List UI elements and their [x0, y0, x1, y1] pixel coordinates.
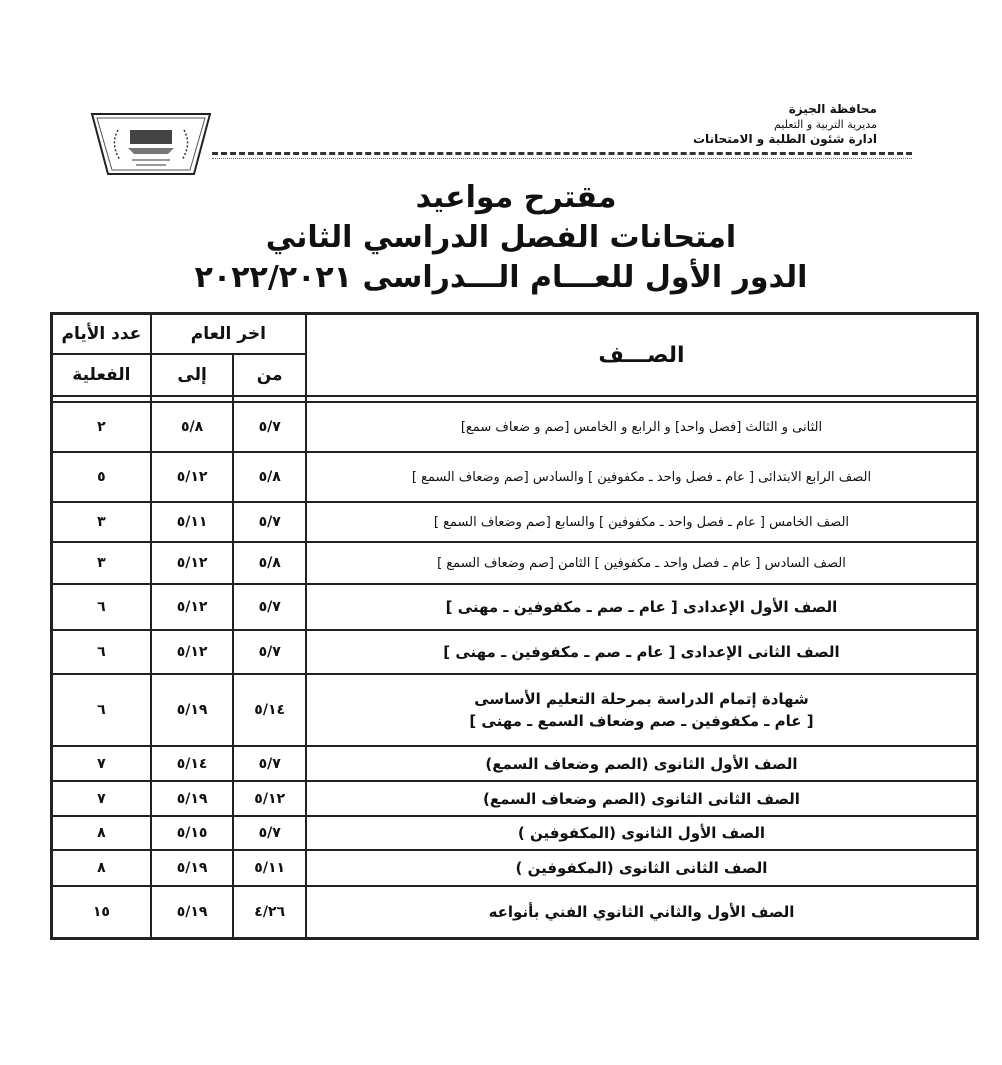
to-date-cell: ٥/١٢ [151, 584, 234, 630]
days-count-cell: ٦ [52, 674, 151, 746]
days-count-cell: ٣ [52, 502, 151, 542]
to-date-cell: ٥/٨ [151, 402, 234, 452]
to-date-cell: ٥/١٢ [151, 542, 234, 584]
table-row [52, 781, 978, 816]
to-date-cell: ٥/١٩ [151, 674, 234, 746]
table-row [52, 584, 978, 630]
schedule-body [52, 402, 978, 938]
grade-cell: الصف الأول والثاني الثانوي الفني بأنواعه [306, 886, 978, 938]
header-to: إلى [151, 354, 234, 396]
from-date-cell: ٥/٨ [233, 452, 306, 502]
table-row [52, 402, 978, 452]
from-date-cell: ٥/٧ [233, 584, 306, 630]
to-date-cell: ٥/١٢ [151, 630, 234, 674]
from-date-cell: ٤/٢٦ [233, 886, 306, 938]
table-row [52, 674, 978, 746]
header-days-top: عدد الأيام [52, 314, 151, 355]
table-row [52, 452, 978, 502]
grade-text: شهادة إتمام الدراسة بمرحلة التعليم الأساسى [474, 690, 809, 708]
grade-cell: الثانى و الثالث [فصل واحد] و الرابع و الخامس [صم و ضعاف سمع] [306, 402, 978, 452]
to-date-cell: ٥/١١ [151, 502, 234, 542]
header-divider-dotted [212, 158, 912, 159]
letterhead-department: ادارة شئون الطلبة و الامتحانات [693, 132, 877, 146]
header-grade: الصـــف [306, 314, 978, 397]
grade-cell: الصف الثانى الإعدادى [ عام ـ صم ـ مكفوفين ـ مهنى ] [306, 630, 978, 674]
days-count-cell: ٧ [52, 746, 151, 781]
to-date-cell: ٥/١٥ [151, 816, 234, 850]
to-date-cell: ٥/١٤ [151, 746, 234, 781]
letterhead-directorate: مديرية التربية و التعليم [774, 118, 877, 131]
to-date-cell: ٥/١٩ [151, 886, 234, 938]
days-count-cell: ٧ [52, 781, 151, 816]
exam-schedule-table [50, 312, 979, 940]
from-date-cell: ٥/١٢ [233, 781, 306, 816]
letterhead [693, 102, 877, 147]
title-line-2: امتحانات الفصل الدراسي الثاني [265, 220, 737, 255]
days-count-cell: ٣ [52, 542, 151, 584]
table-row [52, 816, 978, 850]
days-count-cell: ٥ [52, 452, 151, 502]
from-date-cell: ٥/١٤ [233, 674, 306, 746]
from-date-cell: ٥/٧ [233, 746, 306, 781]
header-end-of-year: اخر العام [151, 314, 306, 355]
grade-cell: الصف الثانى الثانوى (الصم وضعاف السمع) [306, 781, 978, 816]
table-row [52, 502, 978, 542]
table-row [52, 886, 978, 938]
from-date-cell: ٥/١١ [233, 850, 306, 886]
title-line-1: مقترح مواعيد [415, 180, 617, 215]
days-count-cell: ٦ [52, 584, 151, 630]
grade-cell: الصف الأول الثانوى (الصم وضعاف السمع) [306, 746, 978, 781]
days-count-cell: ٢ [52, 402, 151, 452]
days-count-cell: ٨ [52, 850, 151, 886]
grade-cell: الصف الثانى الثانوى (المكفوفين ) [306, 850, 978, 886]
header-divider [212, 152, 912, 155]
table-row [52, 746, 978, 781]
from-date-cell: ٥/٨ [233, 542, 306, 584]
days-count-cell: ١٥ [52, 886, 151, 938]
table-row [52, 850, 978, 886]
grade-subtext: [ عام ـ مكفوفين ـ صم وضعاف السمع ـ مهنى ] [469, 712, 814, 730]
grade-cell: الصف الرابع الابتدائى [ عام ـ فصل واحد ـ مكفوفين ] والسادس [صم وضعاف السمع ] [306, 452, 978, 502]
grade-cell: الصف الأول الإعدادى [ عام ـ صم ـ مكفوفين ـ مهنى ] [306, 584, 978, 630]
letterhead-governorate: محافظة الجيزة [788, 102, 877, 116]
from-date-cell: ٥/٧ [233, 502, 306, 542]
title-line-3: الدور الأول للعـــام الـــدراسى ٢٠٢٢/٢٠٢١ [194, 260, 808, 295]
header-from: من [233, 354, 306, 396]
header-days-bottom: الفعلية [52, 354, 151, 396]
from-date-cell: ٥/٧ [233, 630, 306, 674]
official-seal-icon [88, 108, 214, 178]
grade-cell: الصف السادس [ عام ـ فصل واحد ـ مكفوفين ] الثامن [صم وضعاف السمع ] [306, 542, 978, 584]
from-date-cell: ٥/٧ [233, 402, 306, 452]
days-count-cell: ٨ [52, 816, 151, 850]
table-row [52, 542, 978, 584]
document-titles [0, 178, 1002, 298]
to-date-cell: ٥/١٩ [151, 781, 234, 816]
grade-cell [306, 674, 978, 746]
to-date-cell: ٥/١٩ [151, 850, 234, 886]
grade-cell: الصف الخامس [ عام ـ فصل واحد ـ مكفوفين ] والسابع [صم وضعاف السمع ] [306, 502, 978, 542]
to-date-cell: ٥/١٢ [151, 452, 234, 502]
from-date-cell: ٥/٧ [233, 816, 306, 850]
grade-cell: الصف الأول الثانوى (المكفوفين ) [306, 816, 978, 850]
table-row [52, 630, 978, 674]
days-count-cell: ٦ [52, 630, 151, 674]
